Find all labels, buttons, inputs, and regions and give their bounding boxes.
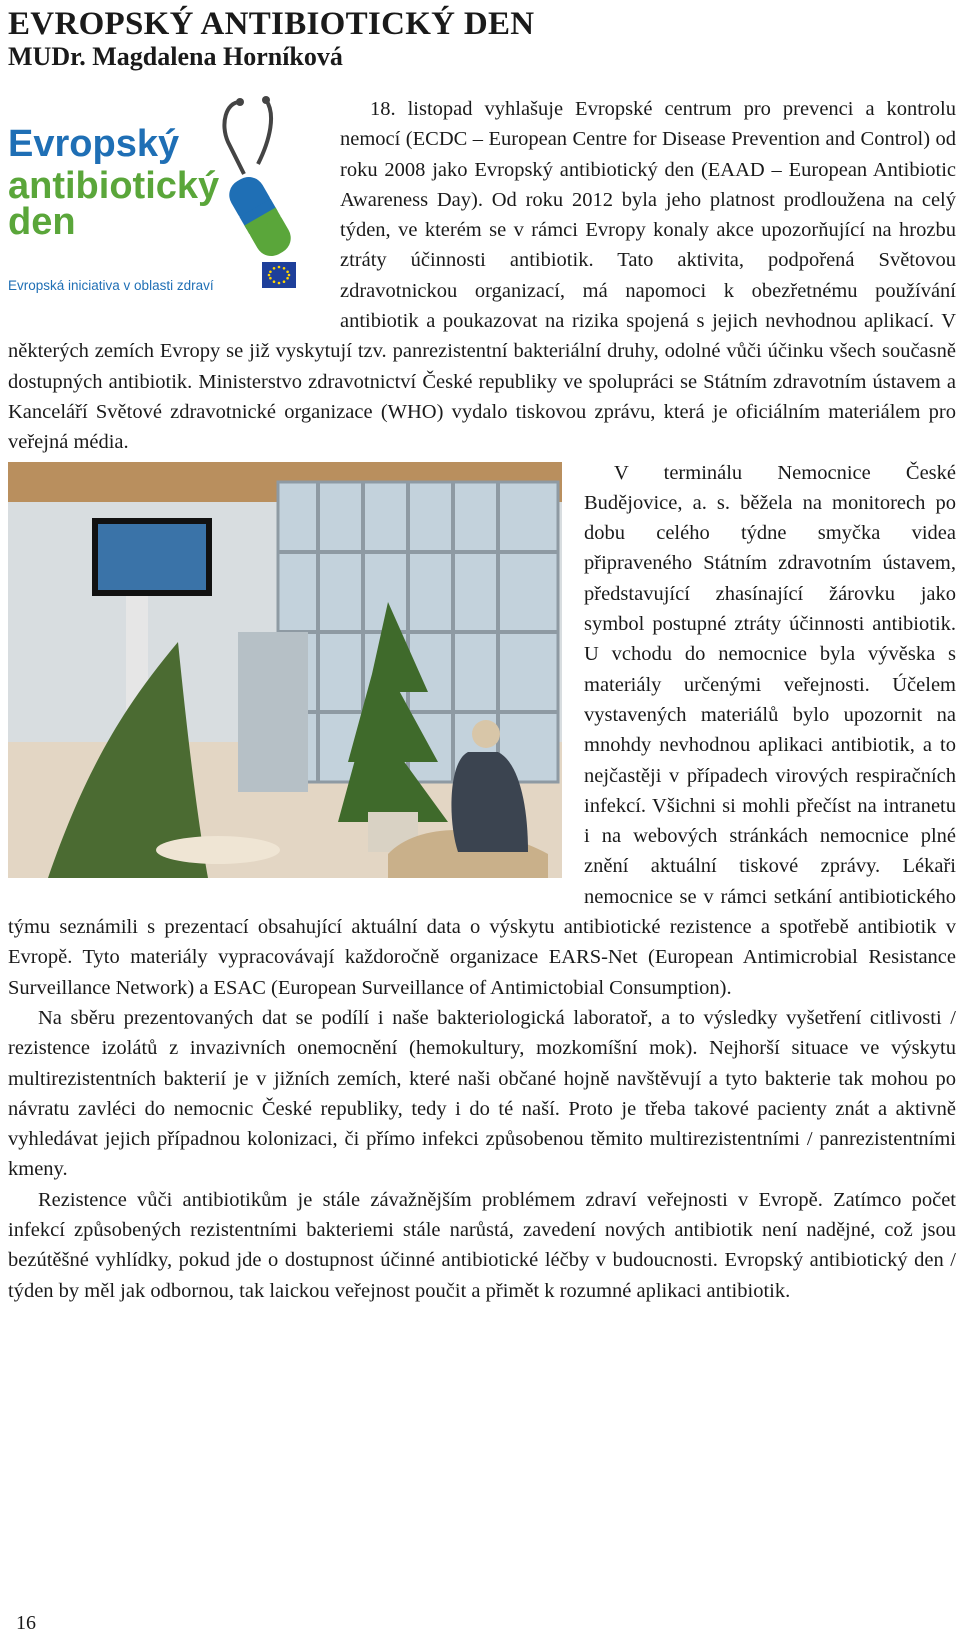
eaad-logo-graphic [8,94,326,310]
hospital-terminal-photo [8,462,562,878]
paragraph-1: 18. listopad vyhlašuje Evropské centrum pro prevenci a kontrolu nemocí (ECDC – European Centre for Disease Prevention and Control) od roku 2008 jako Evropský antibiotický den (EAAD – European Antibiotic Awareness Day). Od roku 2012 byla jeho platnost prodloužena na celý týden, ve kterém se v rámci Evropy konaly akce upozorňující na hrozbu ztráty účinnosti antibiotik. Tato aktivita, podpořená Světovou zdravotnickou organizací, má napomoci k obezřetnému používání antibiotik a poukazovat na rizika spojená s jejich nevhodnou aplikací. V některých zemích Evropy se již vyskytují tzv. panrezistentní bakteriální druhy, odolné vůči účinku všech současně dostupných antibiotik. Ministerstvo zdravotnictví České republiky ve spolupráci se Státním zdravotním ústavem a Kanceláří Světové zdravotnické organizace (WHO) vydalo tiskovou zprávu, která je oficiálním materiálem pro veřejná média. [8,98,956,454]
logo-line-2: antibiotický [8,165,220,207]
eaad-logo [8,94,326,310]
logo-line-1: Evropský [8,123,180,165]
logo-tagline: Evropská iniciativa v oblasti zdraví [8,278,214,293]
eu-flag-icon [262,262,296,288]
logo-line-3: den [8,201,76,243]
paragraph-2: V terminálu Nemocnice České Budějovice, a. s. běžela na monitorech po dobu celého týdne smyčka videa připraveného Státním zdravotním ústavem, představující zhasínající žárovku jako symbol postupné ztráty účinnosti antibiotik. U vchodu do nemocnice byla vývěska s materiály určenými veřejnosti. Účelem vystavených materiálů bylo upozornit na mnohdy nevhodnou aplikaci antibiotik, a to nejčastěji v případech virových respiračních infekcí. Všichni si mohli přečíst na intranetu i na webových stránkách nemocnice plné znění aktuální tiskové zprávy. Lékaři nemocnice se v rámci setkání antibiotického týmu seznámili s prezentací obsahující aktuální data o výskytu antibiotické rezistence a spotřebě antibiotik v Evropě. Tyto materiály vypracovávají každoročně organizace EARS-Net (European Antimicrobial Resistance Surveillance Network) a ESAC (European Surveillance of Antimictobial Consumption). [8,461,956,999]
article-author: MUDr. Magdalena Horníková [8,42,343,71]
page-number: 16 [16,1612,36,1634]
hospital-photo-graphic [8,462,562,878]
article-body [8,94,956,1306]
document-page [8,0,956,1647]
article-title: EVROPSKÝ ANTIBIOTICKÝ DEN [8,6,535,42]
paragraph-4: Rezistence vůči antibiotikům je stále závažnějším problémem zdraví veřejnosti v Evropě. Zatímco počet infekcí způsobených rezistentními bakteriemi stále narůstá, zavedení nových antibiotik není nadějné, což jsou bezútěšné vyhlídky, pokud jde o dostupnost účinné antibiotické léčby v budoucnosti. Evropský antibiotický den / týden by měl jak odbornou, tak laickou veřejnost poučit a přimět k rozumné aplikaci antibiotik. [8,1188,956,1302]
paragraph-3: Na sběru prezentovaných dat se podílí i naše bakteriologická laboratoř, a to výsledky vyšetření citlivosti / rezistence izolátů z invazivních onemocnění (hemokultury, mozkomíšní mok). Nejhorší situace ve výskytu multirezistentních bakterií je v jižních zemích, které naši občané hojně navštěvují a tyto bakterie tak mohou po návratu zavléci do nemocnic České republiky, tedy i do té naší. Proto je třeba takové pacienty znát a aktivně vyhledávat jejich případnou kolonizaci, či přímo infekci způsobenou těmito multirezistentními / panrezistentními kmeny. [8,1006,956,1181]
stethoscope-capsule-icon [223,96,296,279]
